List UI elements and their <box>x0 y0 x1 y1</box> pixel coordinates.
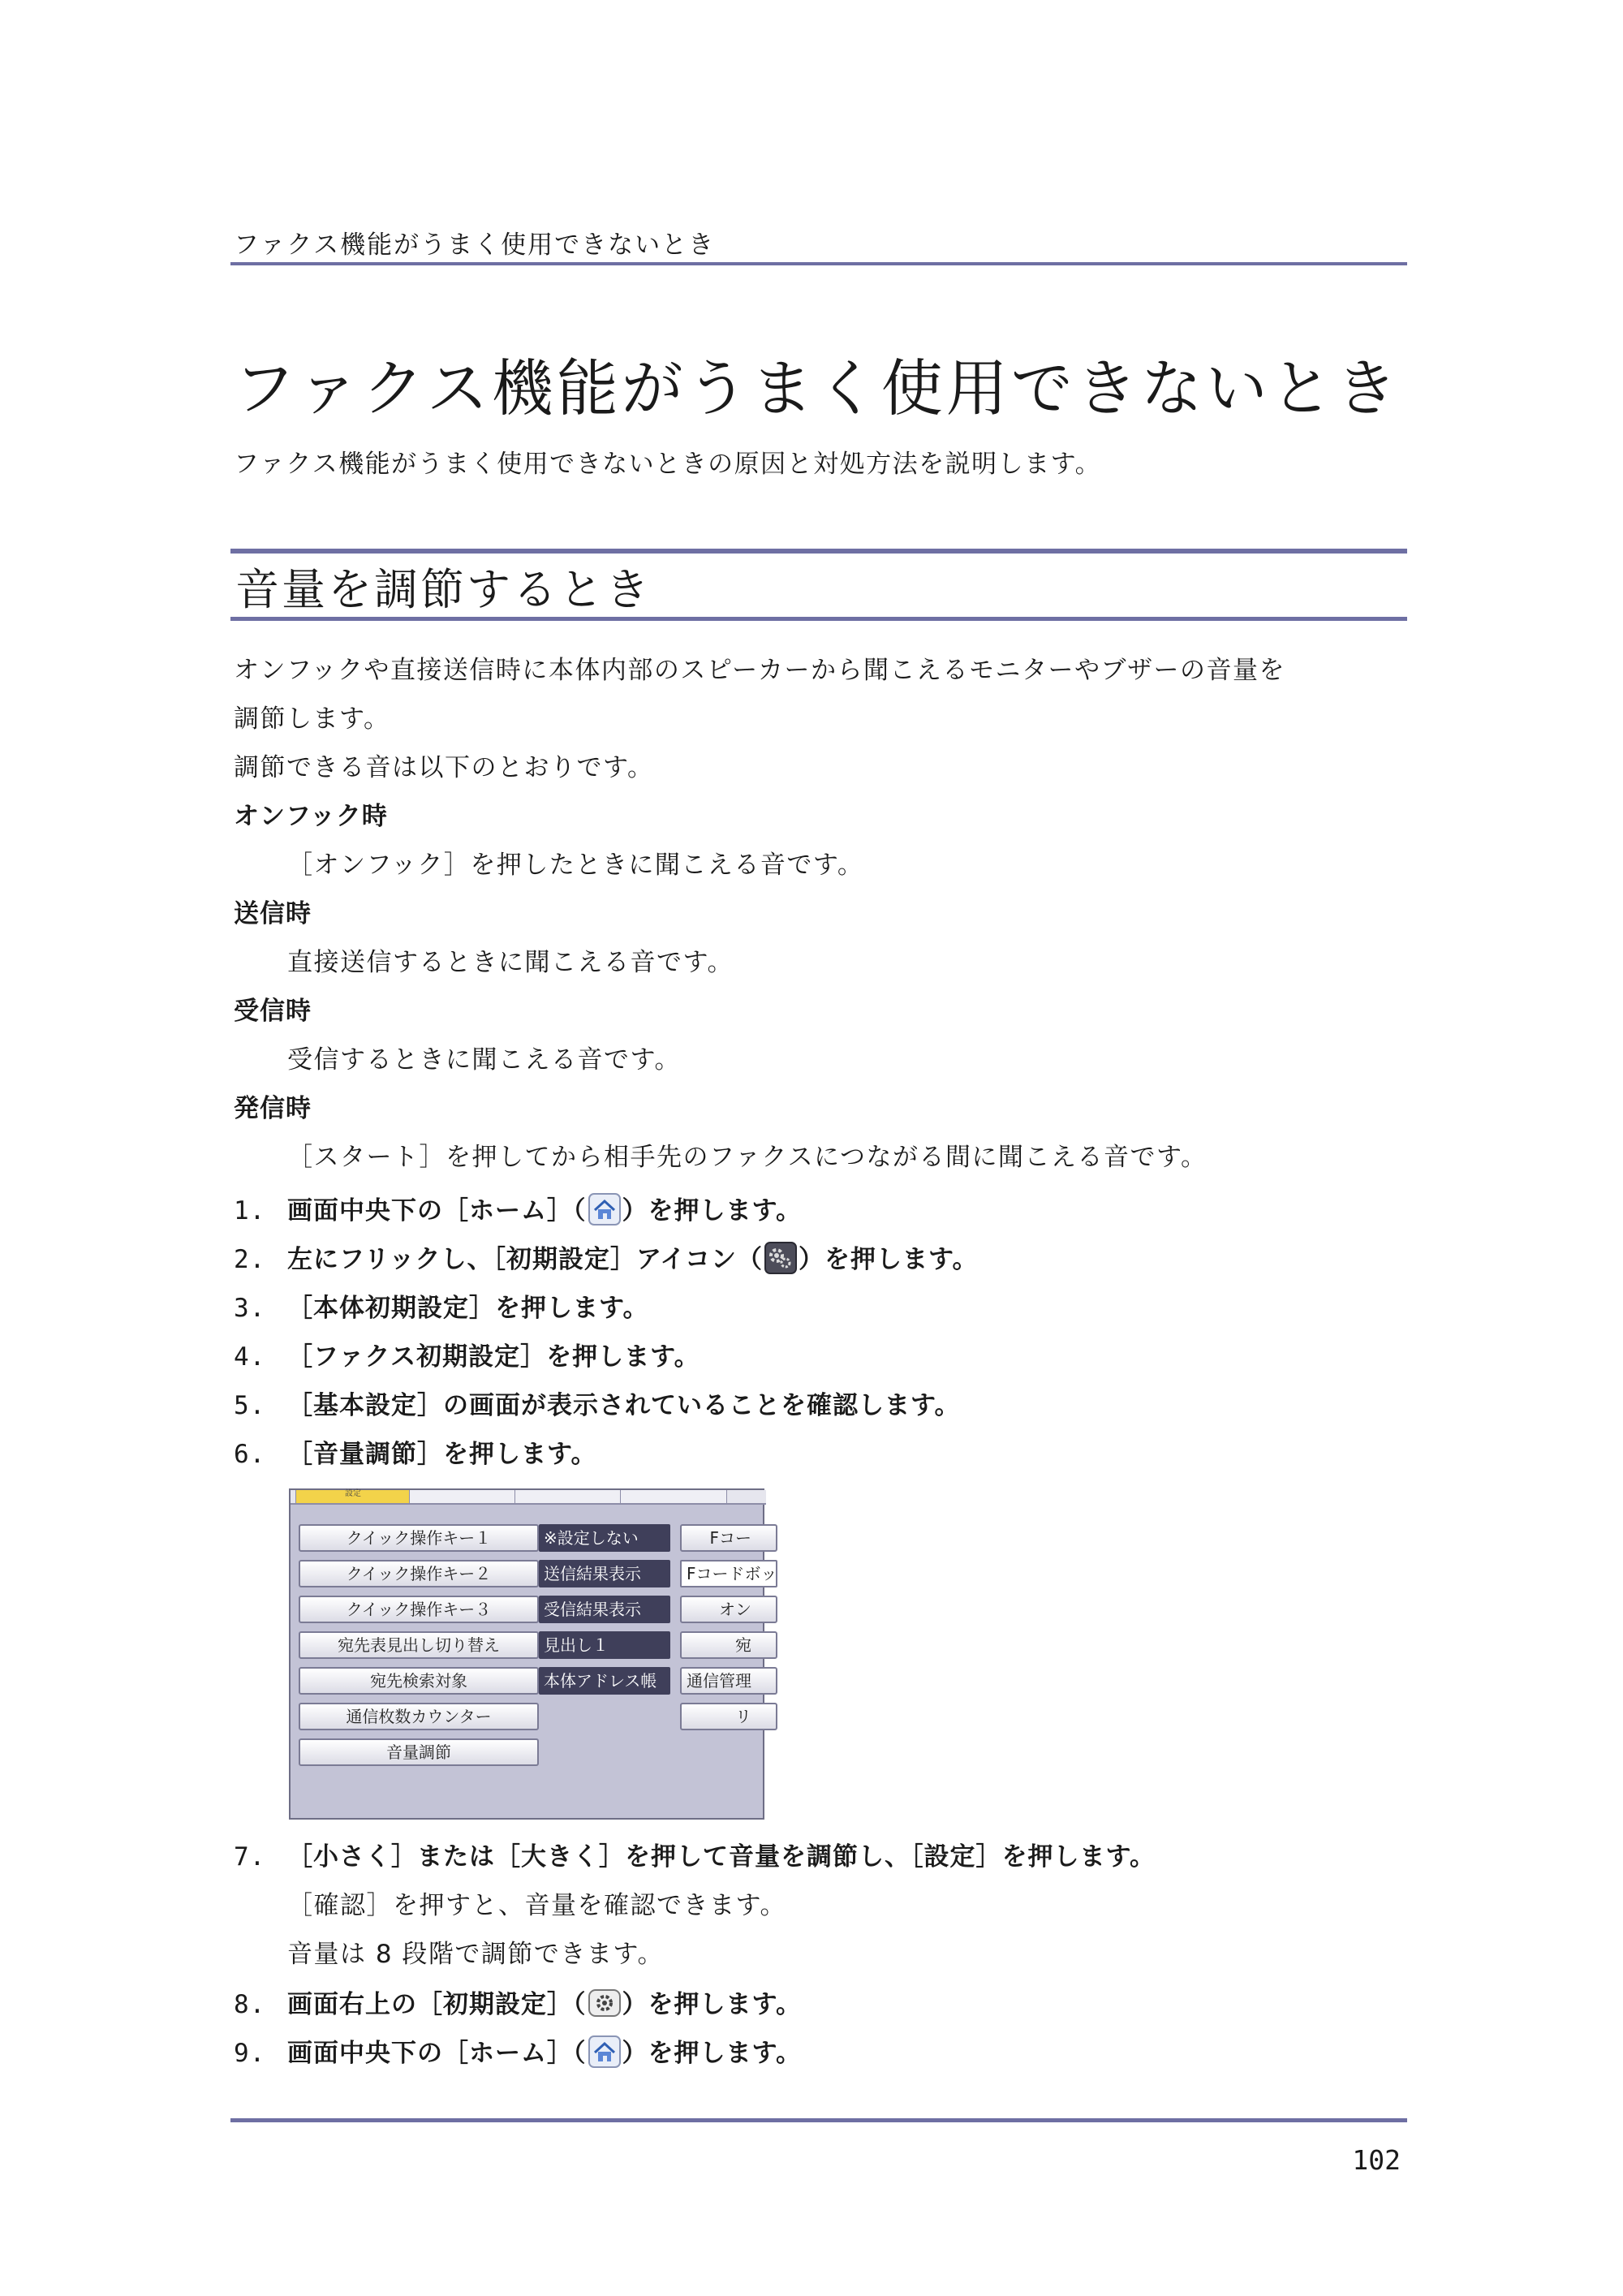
step-6 <box>234 1433 597 1470</box>
home-icon <box>588 1193 621 1226</box>
step-7-note-2: 音量は 8 段階で調節できます。 <box>287 1940 664 1969</box>
step-4 <box>234 1336 700 1372</box>
list-button: リ <box>680 1703 777 1730</box>
quick-key-3-button: クイック操作キー３ <box>299 1596 539 1623</box>
term-dial: 発信時 <box>234 1094 312 1123</box>
section-rule-top <box>230 549 1407 554</box>
search-target-value: 本体アドレス帳 <box>539 1667 670 1695</box>
step-number: 1. <box>234 1196 266 1226</box>
intro-line-2: 調節します。 <box>234 704 390 734</box>
header-rule <box>230 262 1407 265</box>
settings-app-icon <box>764 1242 797 1274</box>
step-5 <box>234 1385 961 1421</box>
home-icon <box>588 2035 621 2068</box>
quick-key-2-value: 送信結果表示 <box>539 1560 670 1587</box>
page-counter-button: 通信枚数カウンター <box>299 1703 539 1730</box>
destination-button: 宛 <box>680 1631 777 1659</box>
tab-blank <box>514 1490 622 1504</box>
desc-dial: ［スタート］を押してから相手先のファクスにつながる間に聞こえる音です。 <box>287 1143 1208 1172</box>
term-onhook: オンフック時 <box>234 802 388 831</box>
step-text: 画面中央下の［ホーム］（ ）を押します。 <box>287 2032 802 2069</box>
step-7-note-1: ［確認］を押すと、音量を確認できます。 <box>287 1891 787 1920</box>
intro-line-1: オンフックや直接送信時に本体内部のスピーカーから聞こえるモニターやブザーの音量を <box>234 656 1285 685</box>
volume-adjust-button: 音量調節 <box>299 1738 539 1766</box>
term-send: 送信時 <box>234 899 312 928</box>
search-target-button: 宛先検索対象 <box>299 1667 539 1695</box>
tab-bar <box>291 1490 766 1505</box>
step-text: 左にフリックし、［初期設定］アイコン（ ）を押します。 <box>287 1238 979 1275</box>
comm-management-button: 通信管理 <box>680 1667 777 1695</box>
term-receive: 受信時 <box>234 997 312 1026</box>
tab-settings: 設定 <box>295 1490 411 1504</box>
step-2 <box>234 1238 979 1275</box>
section-heading: 音量を調節するとき <box>235 564 652 615</box>
quick-key-2-button: クイック操作キー２ <box>299 1560 539 1587</box>
desc-send: 直接送信するときに聞こえる音です。 <box>287 948 734 977</box>
step-text: ［本体初期設定］を押します。 <box>287 1294 649 1323</box>
step-text: 画面中央下の［ホーム］（ ）を押します。 <box>287 1190 802 1226</box>
tab-blank <box>409 1490 516 1504</box>
page-number: 102 <box>1352 2144 1401 2176</box>
intro-line-3: 調節できる音は以下のとおりです。 <box>234 753 654 782</box>
step-3 <box>234 1287 649 1324</box>
step-number: 6. <box>234 1440 266 1469</box>
page-lead: ファクス機能がうまく使用できないときの原因と対処方法を説明します。 <box>234 450 1102 479</box>
running-header: ファクス機能がうまく使用できないとき <box>234 230 716 260</box>
address-heading-value: 見出し１ <box>539 1631 670 1659</box>
desc-onhook: ［オンフック］を押したときに聞こえる音です。 <box>287 851 864 880</box>
step-text: 画面右上の［初期設定］（ ）を押します。 <box>287 1984 802 2020</box>
step-text: ［ファクス初期設定］を押します。 <box>287 1342 700 1372</box>
desc-receive: 受信するときに聞こえる音です。 <box>287 1045 682 1075</box>
fcode-button: Fコー <box>680 1524 777 1552</box>
page-title: ファクス機能がうまく使用できないとき <box>234 352 1401 424</box>
quick-key-3-value: 受信結果表示 <box>539 1596 670 1623</box>
tab-blank <box>620 1490 727 1504</box>
step-text: ［音量調節］を押します。 <box>287 1440 597 1469</box>
step-number: 4. <box>234 1342 266 1372</box>
quick-key-1-value: ※設定しない <box>539 1524 670 1552</box>
section-rule-bottom <box>230 617 1407 621</box>
step-number: 5. <box>234 1391 266 1420</box>
gear-icon <box>588 1987 621 2019</box>
step-7 <box>234 1836 1156 1872</box>
step-1 <box>234 1190 802 1226</box>
step-8 <box>234 1984 802 2020</box>
address-heading-button: 宛先表見出し切り替え <box>299 1631 539 1659</box>
settings-screenshot <box>289 1488 777 1820</box>
step-number: 7. <box>234 1842 266 1872</box>
step-text: ［小さく］または［大きく］を押して音量を調節し、［設定］を押します。 <box>287 1842 1156 1872</box>
fcode-box-value: Fコードボッ <box>680 1560 777 1587</box>
step-9 <box>234 2032 802 2069</box>
step-number: 3. <box>234 1294 266 1323</box>
step-number: 2. <box>234 1245 266 1274</box>
step-number: 8. <box>234 1990 266 2019</box>
onhook-button: オン <box>680 1596 777 1623</box>
step-number: 9. <box>234 2039 266 2068</box>
step-text: ［基本設定］の画面が表示されていることを確認します。 <box>287 1391 961 1420</box>
quick-key-1-button: クイック操作キー１ <box>299 1524 539 1552</box>
footer-rule <box>230 2118 1407 2122</box>
